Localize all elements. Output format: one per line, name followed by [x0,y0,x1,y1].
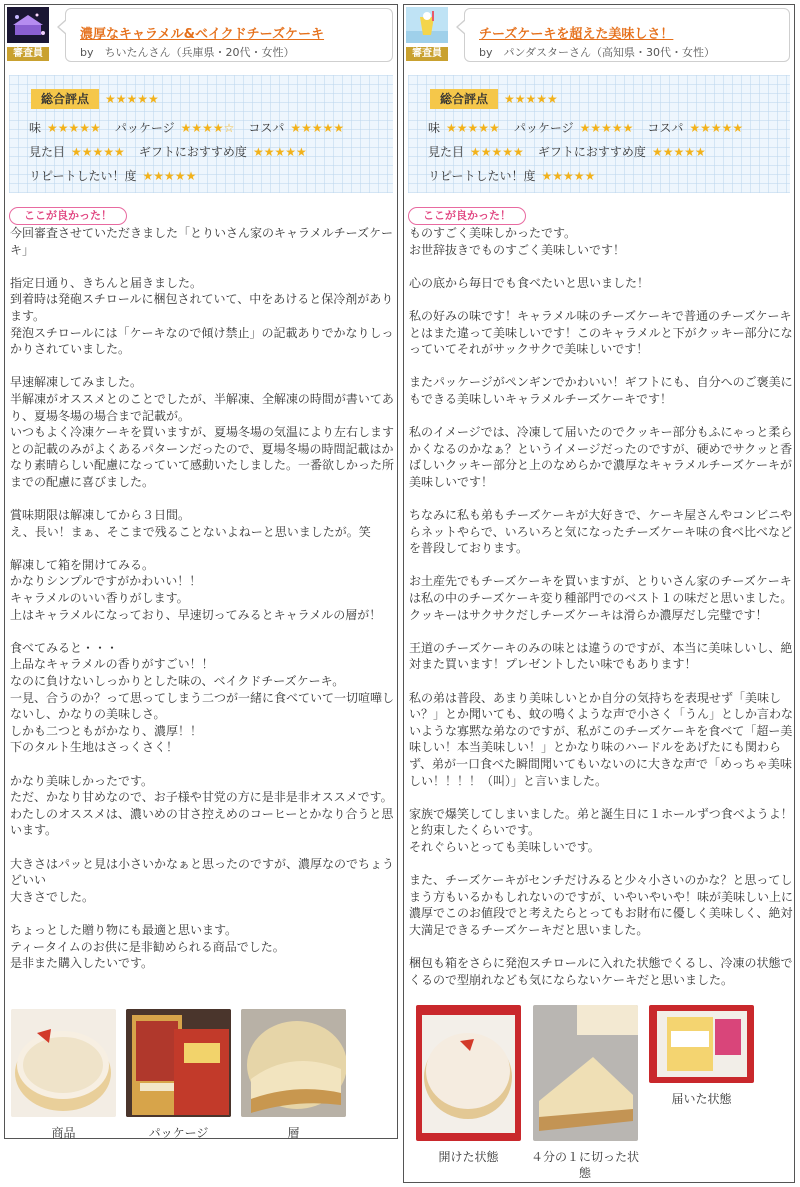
photo-gallery [416,1005,754,1181]
rating-stars-repeat: ★★★★★ [541,168,596,183]
rating-stars-cost: ★★★★★ [689,120,744,135]
review-title-link[interactable]: 濃厚なキャラメル&ベイクドチーズケーキ [80,27,325,42]
reviewer-name: by ちいたんさん（兵庫県・20代・女性） [80,46,295,59]
photo-caption: 開けた状態 [438,1150,499,1164]
photo-gallery [11,1009,346,1141]
rating-label-repeat: リピートしたい！度 [29,169,137,183]
rating-stars-gift: ★★★★★ [252,144,307,159]
rating-stars-package: ★★★★☆ [180,120,235,135]
reviewer-avatar-icon [406,7,448,43]
rating-stars-look: ★★★★★ [470,144,524,159]
review-card-2 [403,4,795,1183]
rating-label-cost: コスパ [248,121,285,135]
review-title-bubble [464,8,790,62]
rating-label-gift: ギフトにおすすめ度 [537,145,646,159]
rating-label-look: 見た目 [29,145,66,159]
reviewer-avatar-icon [7,7,49,43]
photo-package[interactable] [126,1009,231,1141]
rating-label-look: 見た目 [428,145,465,159]
rating-stars-taste: ★★★★★ [47,120,101,135]
overall-stars: ★★★★★ [504,92,558,106]
cheesecake-photo-icon [11,1009,116,1117]
rating-label-taste: 味 [428,121,441,135]
rating-label-cost: コスパ [647,121,684,135]
photo-delivered[interactable] [649,1005,754,1107]
judge-badge: 審査員 [7,47,49,61]
review-header [404,5,794,69]
rating-stars-repeat: ★★★★★ [142,168,197,183]
rating-label-taste: 味 [29,121,42,135]
cut-cake-photo-icon [533,1005,638,1141]
photo-caption: 届いた状態 [671,1092,732,1106]
photo-layer[interactable] [241,1009,346,1141]
good-point-badge: ここが良かった！ [9,207,127,225]
photo-caption: 商品 [51,1126,76,1140]
avatar [7,7,49,57]
ratings-panel [408,75,790,193]
rating-label-package: パッケージ [513,121,574,135]
review-body: 今回審査させていただきました「とりいさん家のキャラメルチーズケーキ」 指定日通り、きちんと届きました。 到着時は発砲スチロールに梱包されていて、中をあけると保冷剤があります。 発泡スチロールには「ケーキなので傾け禁止」の記載ありでかなりしっかりされていました。 早速解凍してみました。 半解凍がオススメとのことでしたが、半解凍、全解凍の時間が書いてあり、夏場冬場の場合まで記載が。 いつもよく冷凍ケーキを買いますが、夏場冬場の気温により左右しますとの記載のみがよくあるパターンだったので、夏場冬場の時間記載はかなり素晴らしい配慮になっていて感動いたしました。一番欲しかった所までの配慮に喜びました。 賞味期限は解凍してから３日間。 え、長い！まぁ、そこまで残ることないよねーと思いましたが。笑 解凍して箱を開けてみる。 かなりシンプルですがかわいい！！ キャラメルのいい香りがします。 上はキャラメルになっており、早速切ってみるとキャラメルの層が！ 食べてみると・・・ 上品なキャラメルの香りがすごい！！ なのに負けないしっかりとした味の、ベイクドチーズケーキ。 一見、合うのか？って思ってしまう二つが一緒に食べていて一切喧嘩しないし、かなりの美味しさ。 しかも二つともがかなり、濃厚！！ 下のタルト生地はさっくさく！ かなり美味しかったです。 ただ、かなり甘めなので、お子様や甘党の方に是非是非オススメです。 わたしのオススメは、濃いめの甘さ控えめのコーヒーとかなり合うと思います。 大きさはパッと見は小さいかなぁと思ったのですが、濃厚なのでちょうどいい 大きさでした。 ちょっとした贈り物にも最適と思います。 ティータイムのお供に是非勧められる商品でした。 是非また購入したいです。 [10,226,395,971]
rating-stars-package: ★★★★★ [579,120,634,135]
photo-caption: パッケージ [148,1126,209,1140]
ratings-row-3 [428,167,609,184]
delivered-box-photo-icon [649,1005,754,1083]
ratings-row-1 [29,119,358,136]
avatar [406,7,448,57]
review-header [5,5,397,69]
ratings-row-3 [29,167,210,184]
overall-label: 総合評点 [430,89,498,109]
opened-cake-photo-icon [416,1005,521,1141]
ratings-row-1 [428,119,757,136]
overall-label: 総合評点 [31,89,99,109]
package-photo-icon [126,1009,231,1117]
overall-rating [430,89,558,109]
photo-product[interactable] [11,1009,116,1141]
rating-label-package: パッケージ [114,121,175,135]
review-title-bubble [65,8,393,62]
ratings-row-2 [29,143,321,160]
rating-stars-gift: ★★★★★ [651,144,706,159]
overall-stars: ★★★★★ [105,92,159,106]
rating-label-repeat: リピートしたい！度 [428,169,536,183]
rating-stars-look: ★★★★★ [71,144,125,159]
rating-stars-taste: ★★★★★ [446,120,500,135]
reviewer-name: by パンダスターさん（高知県・30代・女性） [479,46,716,59]
photo-quarter-cut[interactable] [531,1005,639,1181]
judge-badge: 審査員 [406,47,448,61]
overall-rating [31,89,159,109]
good-point-badge: ここが良かった！ [408,207,526,225]
photo-caption: ４分の１に切った状態 [531,1150,640,1180]
ratings-row-2 [428,143,720,160]
cake-slice-photo-icon [241,1009,346,1117]
photo-opened[interactable] [416,1005,521,1165]
ratings-panel [9,75,393,193]
review-title-link[interactable]: チーズケーキを超えた美味しさ！ [479,27,674,42]
rating-label-gift: ギフトにおすすめ度 [138,145,247,159]
rating-stars-cost: ★★★★★ [290,120,345,135]
review-card-1 [4,4,398,1139]
photo-caption: 層 [287,1126,300,1140]
review-body: ものすごく美味しかったです。 お世辞抜きでものすごく美味しいです！ 心の底から毎日でも食べたいと思いました！ 私の好みの味です！キャラメル味のチーズケーキで普通のチーズケーキとはまた違って美味しいです！このキャラメルと下がクッキー部分になっていてそれがサックサクで美味しいです！ またパッケージがペンギンでかわいい！ギフトにも、自分へのご褒美にもできる美味しいキャラメルチーズケーキです！ 私のイメージでは、冷凍して届いたのでクッキー部分もふにゃっと柔らかくなるのかなぁ？というイメージだったのですが、硬めでサクッと香ばしいクッキー部分と上のなめらかで濃厚なキャラメルチーズケーキが美味しいです！ ちなみに私も弟もチーズケーキが大好きで、ケーキ屋さんやコンビニやらネットやらで、いろいろと気になったチーズケーキ味の食べ比べなどを普段しております。 お土産先でもチーズケーキを買いますが、とりいさん家のチーズケーキは私の中のチーズケーキ変り種部門でのベスト１の味だと思いました。クッキーはサクサクだしチーズケーキは滑らか濃厚だし完璧です！ 王道のチーズケーキのみの味とは違うのですが、本当に美味しいし、絶対また買います！プレゼントしたい味でもあります！ 私の弟は普段、あまり美味しいとか自分の気持ちを表現せず「美味しい？」とか聞いても、蚊の鳴くような声で小さく「うん」としか言わないような寡黙な弟なのですが、私がこのチーズケーキを食べて「超ー美味しい！本当美味しい！」とかなり味のハードルをあげたにも関わらず、弟が一口食べた瞬間聞いてもいないのに大きな声で「めっちゃ美味しい！！！！（叫）」と言いました。 家族で爆笑してしまいました。弟と誕生日に１ホールずつ食べようよ！と約束したくらいです。 それぐらいとっても美味しいです。 また、チーズケーキがセンチだけみると少々小さいのかな？と思ってしまう方もいるかもしれないのですが、いやいやいや！味が美味しい上に濃厚でこのお値段でと考えたらとってもお財布に優しく美味しく、絶対大満足できるチーズケーキだと思いました。 梱包も箱をさらに発泡スチロールに入れた状態でくるし、冷凍の状態でくるので型崩れなども気にならないケーキだと思いました。 [409,226,794,987]
